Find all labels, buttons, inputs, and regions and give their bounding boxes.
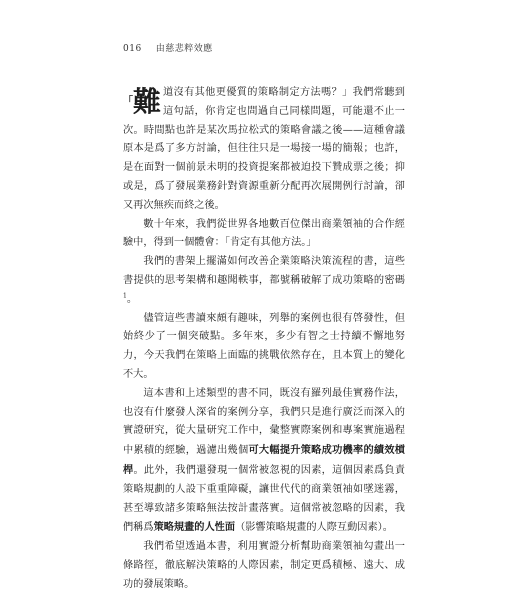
page-number: 016 — [123, 44, 142, 54]
body-text — [123, 84, 405, 595]
book-title: 由慈悲粹效應 — [155, 44, 213, 54]
paragraph-3: 我們的書架上擺滿如何改善企業策略決策流程的書，這些書提供的思考架構和趣聞軼事，都號稱破解了成功策略的密碼$^1$。 — [123, 256, 405, 305]
bold-phrase-human-side: 策略規畫的人性面 — [153, 521, 236, 534]
paragraph-text: 我們的書架上擺滿如何改善企業策略決策流程的書，這些書提供的思考架構和趣聞軼事，都號稱破解了成功策略的密碼 — [123, 256, 405, 286]
dropcap: 「難 — [123, 85, 162, 118]
paragraph-4: 儘管這些書讀來頗有趣味，列舉的案例也很有啓發性，但始終少了一個突破點。多年來，多少有智之士持續不懈地努力，今天我們在策略上面臨的挑戰依然存在，且本質上的變化不大。 — [123, 312, 405, 380]
paragraph-text: 道沒有其他更優質的策略制定方法嗎？」我們常聽到這句話，你肯定也問過自己同樣問題，可能還不止一次。時間點也許是某次馬拉松式的策略會議之後——這種會議原本是爲了多方討論，但往往只是一場接一場的簡報；也許，是在面對一個前景未明的投資提案都被迫投下贊成票之後；抑或是，爲了發展業務針對資源重新分配再次展開例行討論，卻又再次無疾而終之後。 — [123, 87, 405, 211]
paragraph-2: 數十年來，我們從世界各地數百位傑出商業領袖的合作經驗中，得到一個體會：「肯定有其他方法。」 — [123, 218, 405, 249]
open-quote: 「 — [123, 96, 133, 107]
footnote-marker: 1 — [123, 292, 127, 300]
running-head — [123, 41, 213, 54]
bold-phrase-performance-levers: 可大幅提升策略成功機率的績效槓桿 — [123, 444, 405, 476]
paragraph-6: 我們希望透過本書，利用實證分析幫助商業領袖勾畫出一條路徑，徹底解決策略的人際因素，制定更爲積極、遠大、成功的發展策略。 — [123, 541, 405, 590]
paragraph-5: 這本書和上述類型的書不同，既沒有羅列最佳實務作法，也沒有什麼發人深省的案例分享，我們只是進行廣泛而深入的實證研究，從大量研究工作中，彙整實際案例和專案實施過程中累積的經驗，過濾出幾個可大幅提升策略成功機率的績效槓桿。此外，我們還發現一個常被忽視的因素，這個因素爲負責策略規劃的人設下重重障礙，讓世代代的商業領袖如墜迷霧，甚至導致諸多策略無法按計畫落實。這個常被忽略的因素，我們稱爲策略規畫的人性面（影響策略規畫的人際互動因素）。 — [123, 387, 406, 534]
paragraph-1 — [123, 84, 405, 216]
